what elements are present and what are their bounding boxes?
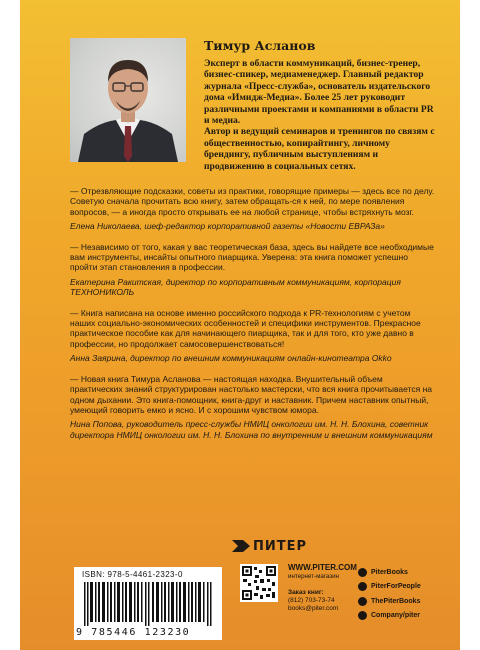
testimonial-author: Елена Николаева, шеф-редактор корпоративной газеты «Новости ЕВРАЗа»: [70, 221, 385, 232]
social-link[interactable]: [358, 609, 421, 624]
social-label: Company/piter: [371, 612, 421, 620]
order-info: [288, 589, 338, 613]
testimonial-author: Екатерина Ракитская, директор по корпоративным коммуникациям, корпорация ТЕХНОНИКОЛЬ: [70, 276, 401, 298]
testimonial: [70, 308, 436, 364]
site-caption: интернет-магазин: [288, 573, 339, 580]
barcode-digits: 9 785446 123230: [76, 627, 191, 638]
site-url[interactable]: WWW.PITER.COM: [288, 563, 357, 572]
social-label: ThePiterBooks: [371, 597, 421, 605]
social-link[interactable]: [358, 565, 421, 580]
author-bio: [204, 58, 436, 172]
twitter-icon: [358, 582, 367, 591]
testimonial-text: — Отрезвляющие подсказки, советы из практики, говорящие примеры — здесь все по делу. Советую сначала прочитать всю книгу, затем обращать-ся к ней, по мере появления вопросов, — а иногда просто открывать ее на любой странице, чтобы встряхнуть мозг.: [70, 186, 435, 217]
testimonial-text: — Новая книга Тимура Асланова — настоящая находка. Внушительный объем практических знаний структурирован настолько мастерски, что вся книга прочитывается на одном дыхании. Это книга-помощник, книга-друг и наставник. Причем наставник опытный, умеющий говорить емко и ясно. И с хорошим чувством юмора.: [70, 373, 432, 415]
social-links: [358, 565, 421, 623]
barcode: [74, 567, 222, 640]
piter-arrow-icon: [232, 540, 250, 552]
testimonial: [70, 242, 436, 298]
order-phone: (812) 703-73-74: [288, 597, 335, 604]
social-label: PiterForPeople: [371, 583, 421, 591]
instagram-icon: [358, 597, 367, 606]
order-email[interactable]: books@piter.com: [288, 605, 339, 612]
testimonials: [70, 186, 436, 450]
publisher-logo: [232, 535, 307, 557]
author-photo: [70, 38, 186, 162]
barcode-bars: [84, 582, 212, 626]
social-link[interactable]: [358, 580, 421, 595]
social-label: PiterBooks: [371, 568, 408, 576]
vk-icon: [358, 568, 367, 577]
isbn: ISBN: 978-5-4461-2323-0: [82, 570, 183, 579]
testimonial-author: Нина Попова, руководитель пресс-службы НМИЦ онкологии им. Н. Н. Блохина, советник директора НМИЦ онкологии им. Н. Н. Блохина по внутренним и внешним коммуникациям: [70, 419, 433, 440]
facebook-icon: [358, 611, 367, 620]
bio-paragraph: Автор и ведущий семинаров и тренингов по связям с общественностью, копирайтингу, личному брендингу, публичным выступлениям и продвижению в социальных сетях.: [204, 126, 435, 172]
qr-code-icon: [240, 564, 278, 602]
order-heading: Заказ книг:: [288, 589, 324, 596]
testimonial-author: Анна Заярина, директор по внешним коммуникациям онлайн-кинотеатра Okko: [70, 353, 392, 364]
testimonial-text: — Книга написана на основе именно российского подхода к PR-технологиям с учетом наших социально-экономических особенностей и специфики инструментов. Прекрасное практическое пособие как для начинающего пиарщика, так и для того, кто уже давно в профессии, но продолжает самосовершенствоваться!: [70, 307, 421, 349]
author-name: Тимур Асланов: [204, 38, 316, 53]
testimonial: [70, 374, 436, 440]
social-link[interactable]: [358, 594, 421, 609]
testimonial: [70, 186, 436, 232]
testimonial-text: — Независимо от того, какая у вас теоретическая база, здесь вы найдете все необходимые вам инструменты, инсайты опытного пиарщика. Уверена: эта книга поможет успешно пройти этап становления в профессии.: [70, 241, 434, 273]
bio-paragraph: Эксперт в области коммуникаций, бизнес-тренер, бизнес-спикер, медиаменеджер. Главный редактор журнала «Пресс-служба», основатель издательского дома «Имидж-Медиа». Более 25 лет руководит различными проектами и компаниями в области PR и медиа.: [204, 58, 434, 127]
back-cover: [20, 0, 460, 650]
publisher-site: [288, 563, 357, 581]
publisher-name: ПИТЕР: [253, 538, 308, 554]
